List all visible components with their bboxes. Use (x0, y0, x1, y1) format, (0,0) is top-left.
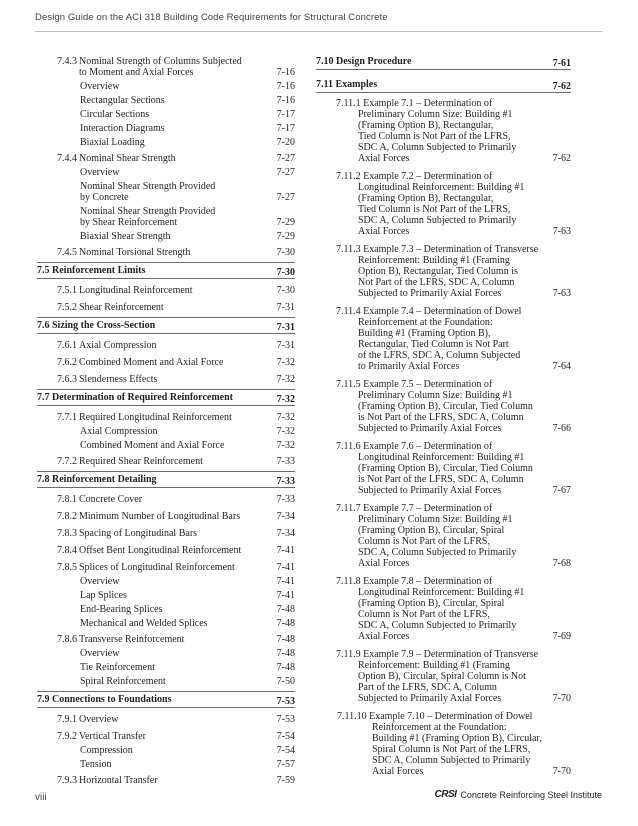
toc-entry[interactable]: Spiral Reinforcement 7-50 (80, 676, 295, 687)
toc-example-7-11-2[interactable]: 7.11.2 Example 7.2 – Determination of Longitudinal Reinforcement: Building #1 (Framing Option B), Rectangular, Tied Column is Not Part of the LFRS, SDC A, Column Subjected to Primarily Axial Forces 7-63 (336, 171, 571, 237)
publisher-footer (435, 789, 602, 800)
toc-left-column (37, 56, 295, 786)
toc-entry[interactable]: Axial Compression 7-32 (80, 426, 295, 437)
toc-entry-7-9-2[interactable]: 7.9.2 Vertical Transfer 7-54 (57, 731, 295, 742)
toc-entry[interactable]: Tie Reinforcement 7-48 (80, 662, 295, 673)
toc-entry-7-6-1[interactable]: 7.6.1 Axial Compression 7-31 (57, 340, 295, 351)
toc-entry[interactable]: Mechanical and Welded Splices 7-48 (80, 618, 295, 629)
toc-entry[interactable]: Nominal Shear Strength Provided by Concrete 7-27 (80, 181, 295, 203)
toc-example-7-11-4[interactable]: 7.11.4 Example 7.4 – Determination of Dowel Reinforcement at the Foundation: Building #1 (Framing Option B), Rectangular, Tied Column is Not Part of the LFRS, SDC A, Column Subjected to Primarily Axial Forces 7-64 (336, 306, 571, 372)
toc-example-7-11-1[interactable]: 7.11.1 Example 7.1 – Determination of Preliminary Column Size: Building #1 (Framing Option B), Rectangular, Tied Column is Not Part of the LFRS, SDC A, Column Subjected to Primarily Axial Forces 7-62 (336, 98, 571, 164)
toc-entry[interactable]: Interaction Diagrams 7-17 (80, 123, 295, 134)
toc-entry-7-6-3[interactable]: 7.6.3 Slenderness Effects 7-32 (57, 374, 295, 385)
toc-right-column (316, 56, 571, 777)
toc-section-7-9[interactable]: 7.9 Connections to Foundations 7-53 (37, 691, 295, 708)
toc-example-7-11-8[interactable]: 7.11.8 Example 7.8 – Determination of Longitudinal Reinforcement: Building #1 (Framing Option B), Circular, Spiral Column is Not Part of the LFRS, SDC A, Column Subjected to Primarily Axial Forces 7-69 (336, 576, 571, 642)
toc-section-7-11[interactable]: 7.11 Examples 7-62 (316, 79, 571, 92)
toc-example-7-11-3[interactable]: 7.11.3 Example 7.3 – Determination of Transverse Reinforcement: Building #1 (Framing Option B), Rectangular, Tied Column is Not Part of the LFRS, SDC A, Column Subjected to Primarily Axial Forces 7-63 (336, 244, 571, 299)
toc-entry[interactable]: Overview 7-48 (80, 648, 295, 659)
toc-example-7-11-7[interactable]: 7.11.7 Example 7.7 – Determination of Preliminary Column Size: Building #1 (Framing Option B), Circular, Spiral Column is Not Part of the LFRS, SDC A, Column Subjected to Primarily Axial Forces 7-68 (336, 503, 571, 569)
toc-section-7-7[interactable]: 7.7 Determination of Required Reinforcement 7-32 (37, 389, 295, 406)
toc-section-7-6[interactable]: 7.6 Sizing the Cross-Section 7-31 (37, 317, 295, 334)
toc-example-7-11-9[interactable]: 7.11.9 Example 7.9 – Determination of Transverse Reinforcement: Building #1 (Framing Option B), Circular, Spiral Column is Not Part of the LFRS, SDC A, Column Subjected to Primarily Axial Forces 7-70 (336, 649, 571, 704)
crsi-logo-icon: CRSI (434, 789, 457, 800)
toc-section-7-5[interactable]: 7.5 Reinforcement Limits 7-30 (37, 262, 295, 279)
toc-entry-7-5-1[interactable]: 7.5.1 Longitudinal Reinforcement 7-30 (57, 285, 295, 296)
toc-entry[interactable]: Biaxial Loading 7-20 (80, 137, 295, 148)
toc-entry[interactable]: Lap Splices 7-41 (80, 590, 295, 601)
toc-entry-7-9-1[interactable]: 7.9.1 Overview 7-53 (57, 714, 295, 725)
toc-entry[interactable]: Overview 7-41 (80, 576, 295, 587)
toc-entry[interactable]: End-Bearing Splices 7-48 (80, 604, 295, 615)
toc-entry-7-8-4[interactable]: 7.8.4 Offset Bent Longitudinal Reinforcement 7-41 (57, 545, 295, 556)
toc-entry-7-6-2[interactable]: 7.6.2 Combined Moment and Axial Force 7-32 (57, 357, 295, 368)
toc-entry-7-8-2[interactable]: 7.8.2 Minimum Number of Longitudinal Bars 7-34 (57, 511, 295, 522)
toc-entry-7-4-3[interactable]: 7.4.3 Nominal Strength of Columns Subjected to Moment and Axial Forces 7-16 (57, 56, 295, 78)
toc-entry-7-8-3[interactable]: 7.8.3 Spacing of Longitudinal Bars 7-34 (57, 528, 295, 539)
toc-entry[interactable]: Circular Sections 7-17 (80, 109, 295, 120)
toc-entry[interactable]: Compression 7-54 (80, 745, 295, 756)
page-ref: 7-16 (276, 67, 295, 78)
toc-entry-7-4-5[interactable]: 7.4.5 Nominal Torsional Strength 7-30 (57, 247, 295, 258)
toc-entry-7-7-1[interactable]: 7.7.1 Required Longitudinal Reinforcement 7-32 (57, 412, 295, 423)
toc-entry[interactable]: Overview 7-27 (80, 167, 295, 178)
page-number: viii (35, 792, 47, 803)
toc-entry[interactable]: Overview 7-16 (80, 81, 295, 92)
toc-entry[interactable]: Combined Moment and Axial Force 7-32 (80, 440, 295, 451)
toc-entry[interactable]: Nominal Shear Strength Provided by Shear Reinforcement 7-29 (80, 206, 295, 228)
toc-entry-7-8-5[interactable]: 7.8.5 Splices of Longitudinal Reinforcement 7-41 (57, 562, 295, 573)
toc-example-7-11-6[interactable]: 7.11.6 Example 7.6 – Determination of Longitudinal Reinforcement: Building #1 (Framing Option B), Circular, Tied Column is Not Part of the LFRS, SDC A, Column Subjected to Primarily Axial Forces 7-67 (336, 441, 571, 496)
header-rule (35, 31, 603, 32)
publisher-name: Concrete Reinforcing Steel Institute (460, 789, 602, 800)
toc-entry[interactable]: Tension 7-57 (80, 759, 295, 770)
toc-entry[interactable]: Biaxial Shear Strength 7-29 (80, 231, 295, 242)
toc-example-7-11-10[interactable]: 7.11.10 Example 7.10 – Determination of Dowel Reinforcement at the Foundation: Building #1 (Framing Option B), Circular, Spiral Column is Not Part of the LFRS, SDC A, Column Subjected to Primarily Axial Forces 7-70 (337, 711, 571, 777)
toc-entry-7-5-2[interactable]: 7.5.2 Shear Reinforcement 7-31 (57, 302, 295, 313)
toc-entry-7-9-3[interactable]: 7.9.3 Horizontal Transfer 7-59 (57, 775, 295, 786)
toc-entry-7-4-4[interactable]: 7.4.4 Nominal Shear Strength 7-27 (57, 153, 295, 164)
toc-entry[interactable]: Rectangular Sections 7-16 (80, 95, 295, 106)
toc-entry-7-8-6[interactable]: 7.8.6 Transverse Reinforcement 7-48 (57, 634, 295, 645)
toc-entry-7-8-1[interactable]: 7.8.1 Concrete Cover 7-33 (57, 494, 295, 505)
toc-entry-7-7-2[interactable]: 7.7.2 Required Shear Reinforcement 7-33 (57, 456, 295, 467)
toc-section-7-8[interactable]: 7.8 Reinforcement Detailing 7-33 (37, 471, 295, 488)
running-header: Design Guide on the ACI 318 Building Code Requirements for Structural Concrete (35, 12, 388, 23)
toc-example-7-11-5[interactable]: 7.11.5 Example 7.5 – Determination of Preliminary Column Size: Building #1 (Framing Option B), Circular, Tied Column is Not Part of the LFRS, SDC A, Column Subjected to Primarily Axial Forces 7-66 (336, 379, 571, 434)
toc-section-7-10[interactable]: 7.10 Design Procedure 7-61 (316, 56, 571, 69)
